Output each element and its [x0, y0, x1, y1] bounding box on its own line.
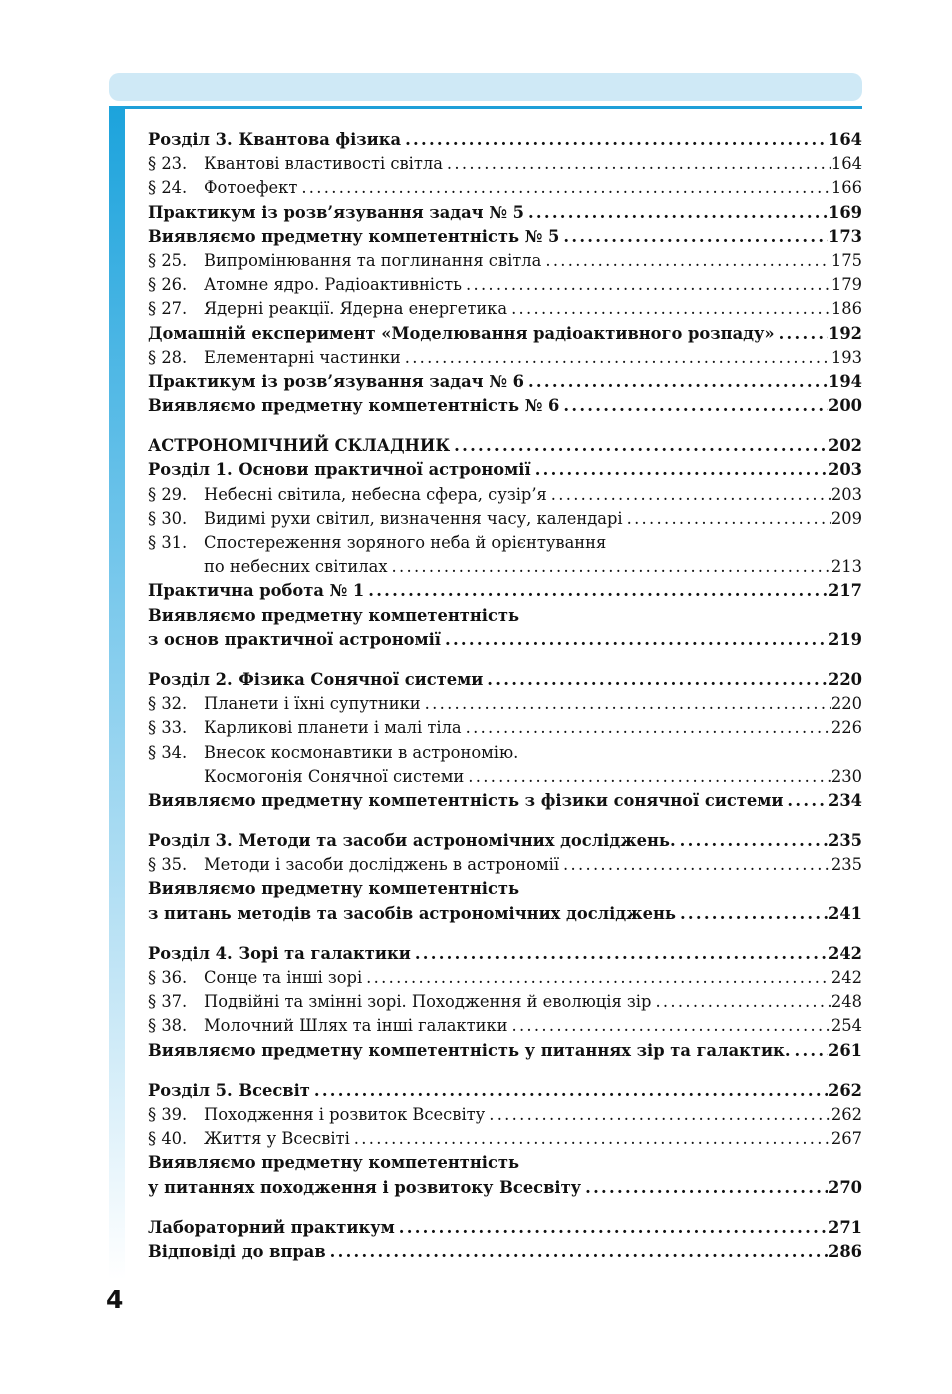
- page-ref: 175: [830, 250, 862, 270]
- toc-entry-line: [148, 877, 862, 901]
- toc-entry[interactable]: [148, 297, 862, 321]
- toc-entry[interactable]: [148, 1079, 862, 1103]
- dot-leader: [563, 394, 828, 418]
- page-ref: 261: [828, 1040, 862, 1060]
- toc-entry[interactable]: [148, 555, 862, 579]
- page-ref: 262: [830, 1104, 862, 1124]
- entry-title: Ядерні реакції. Ядерна енергетика: [204, 299, 508, 319]
- toc-entry[interactable]: [148, 1176, 862, 1200]
- page-ref: 219: [828, 629, 862, 649]
- entry-title: Сонце та інші зорі: [204, 968, 363, 987]
- page-ref: 192: [828, 323, 862, 343]
- toc-entry[interactable]: [148, 765, 862, 789]
- page-ref: 166: [830, 178, 862, 198]
- page-ref: 169: [828, 202, 862, 222]
- entry-title: Розділ 1. Основи практичної астрономії: [148, 460, 531, 480]
- page-ref: 173: [828, 226, 862, 246]
- toc-entry[interactable]: [148, 1039, 862, 1063]
- page-number: 4: [106, 1285, 124, 1314]
- section-number: § 40.: [148, 1129, 188, 1149]
- entry-title: Атомне ядро. Радіоактивність: [204, 275, 462, 295]
- page-ref: 217: [828, 581, 862, 601]
- toc-entry[interactable]: [148, 370, 862, 394]
- dot-leader: [787, 789, 828, 813]
- dot-leader: [779, 322, 828, 346]
- entry-title: Виявляємо предметну компетентність: [148, 605, 520, 625]
- toc-entry[interactable]: [148, 394, 862, 418]
- entry-title: Виявляємо предметну компетентність з фізики сонячної системи: [148, 790, 784, 810]
- toc-entry[interactable]: [148, 322, 862, 346]
- dot-leader: [405, 346, 831, 370]
- toc-entry-line: [148, 741, 862, 765]
- page-ref: 203: [830, 484, 862, 504]
- page-ref: 213: [830, 557, 862, 577]
- toc-entry-line: [148, 604, 862, 628]
- page-ref: 248: [830, 992, 862, 1012]
- entry-title: Подвійні та змінні зорі. Походження й еволюція зір: [204, 992, 652, 1012]
- toc-entry[interactable]: [148, 966, 862, 990]
- page-ref: 234: [828, 790, 862, 810]
- section-number: § 36.: [148, 968, 188, 987]
- toc-entry[interactable]: [148, 579, 862, 603]
- toc-entry[interactable]: [148, 668, 862, 692]
- section-number: § 28.: [148, 347, 188, 367]
- toc-entry[interactable]: [148, 1127, 862, 1151]
- entry-title: Розділ 2. Фізика Сонячної системи: [148, 669, 484, 689]
- toc-entry[interactable]: [148, 829, 862, 853]
- entry-title: Виявляємо предметну компетентність: [148, 879, 520, 899]
- dot-leader: [585, 1176, 828, 1200]
- page-ref: 267: [830, 1129, 862, 1149]
- toc-entry-line: [148, 531, 862, 555]
- section-number: § 29.: [148, 484, 188, 504]
- entry-title: Елементарні частинки: [204, 347, 401, 367]
- toc-entry[interactable]: [148, 692, 862, 716]
- toc-entry[interactable]: [148, 152, 862, 176]
- dot-leader: [301, 176, 831, 200]
- page-ref: 235: [828, 831, 862, 851]
- page-ref: 262: [828, 1080, 862, 1100]
- dot-leader: [415, 942, 828, 966]
- dot-leader: [447, 152, 831, 176]
- entry-title: Виявляємо предметну компетентність у питаннях зір та галактик.: [148, 1040, 791, 1060]
- dot-leader: [680, 829, 828, 853]
- dot-leader: [511, 297, 831, 321]
- entry-title: Виявляємо предметну компетентність: [148, 1153, 520, 1173]
- entry-title: Видимі рухи світил, визначення часу, календарі: [204, 508, 623, 528]
- toc-entry[interactable]: [148, 434, 862, 458]
- entry-title: у питаннях походження і розвитоку Всесвіту: [148, 1177, 582, 1197]
- entry-title: Внесок космонавтики в астрономію.: [204, 742, 519, 762]
- dot-leader: [487, 668, 828, 692]
- table-of-contents: [148, 128, 862, 1264]
- page-ref: 226: [830, 718, 862, 738]
- page-ref: 242: [828, 943, 862, 963]
- page-ref: 241: [828, 903, 862, 923]
- toc-entry[interactable]: [148, 128, 862, 152]
- entry-title: Квантові властивості світла: [204, 154, 443, 174]
- page-ref: 254: [830, 1016, 862, 1036]
- toc-entry[interactable]: [148, 483, 862, 507]
- dot-leader: [330, 1240, 828, 1264]
- page-ref: 203: [828, 460, 862, 480]
- dot-leader: [314, 1079, 828, 1103]
- entry-title: Спостереження зоряного неба й орієнтування: [204, 533, 607, 552]
- toc-entry[interactable]: [148, 902, 862, 926]
- toc-entry[interactable]: [148, 458, 862, 482]
- entry-title: Космогонія Сонячної системи: [204, 766, 465, 786]
- dot-leader: [368, 579, 828, 603]
- section-number: § 38.: [148, 1016, 188, 1036]
- entry-title: Розділ 4. Зорі та галактики: [148, 943, 411, 963]
- section-number: § 23.: [148, 154, 188, 174]
- entry-title: Планети і їхні супутники: [204, 694, 421, 714]
- page-ref: 193: [830, 347, 862, 367]
- dot-leader: [489, 1103, 831, 1127]
- dot-leader: [545, 249, 831, 273]
- dot-leader: [425, 692, 831, 716]
- page-ref: 164: [828, 130, 862, 149]
- dot-leader: [454, 434, 828, 458]
- page-ref: 230: [830, 766, 862, 786]
- toc-entry[interactable]: [148, 789, 862, 813]
- page-ref: 235: [830, 855, 862, 875]
- section-number: § 37.: [148, 992, 188, 1012]
- entry-title: Виявляємо предметну компетентність № 6: [148, 396, 560, 416]
- dot-leader: [445, 628, 828, 652]
- entry-title: Карликові планети і малі тіла: [204, 718, 462, 738]
- entry-title: Розділ 5. Всесвіт: [148, 1080, 310, 1100]
- entry-title: Життя у Всесвіті: [204, 1129, 350, 1149]
- dot-leader: [680, 902, 828, 926]
- dot-leader: [528, 370, 828, 394]
- dot-leader: [405, 128, 828, 152]
- section-number: § 39.: [148, 1104, 188, 1124]
- toc-entry[interactable]: [148, 990, 862, 1014]
- toc-entry[interactable]: [148, 716, 862, 740]
- entry-title: Практикум із розв’язування задач № 6: [148, 371, 524, 391]
- dot-leader: [794, 1039, 828, 1063]
- entry-title: Відповіді до вправ: [148, 1241, 326, 1261]
- section-number: § 30.: [148, 508, 188, 528]
- page-ref: 271: [828, 1217, 862, 1237]
- toc-entry[interactable]: [148, 853, 862, 877]
- entry-title: Походження і розвиток Всесвіту: [204, 1104, 486, 1124]
- dot-leader: [366, 966, 831, 990]
- page-ref: 186: [830, 299, 862, 319]
- dot-leader: [511, 1014, 830, 1038]
- section-number: § 33.: [148, 718, 188, 738]
- section-number: § 25.: [148, 250, 188, 270]
- page-ref: 220: [828, 669, 862, 689]
- dot-leader: [655, 990, 830, 1014]
- dot-leader: [466, 273, 831, 297]
- section-number: § 35.: [148, 855, 188, 875]
- toc-entry[interactable]: [148, 249, 862, 273]
- dot-leader: [627, 507, 831, 531]
- dot-leader: [563, 225, 828, 249]
- entry-title: Фотоефект: [204, 178, 298, 198]
- entry-title: Домашній експеримент «Моделювання радіоактивного розпаду»: [148, 323, 775, 343]
- section-number: § 31.: [148, 533, 188, 552]
- page-ref: 270: [828, 1177, 862, 1197]
- entry-title: Розділ 3. Методи та засоби астрономічних досліджень.: [148, 831, 676, 851]
- dot-leader: [535, 458, 828, 482]
- dot-leader: [466, 716, 831, 740]
- page-ref: 286: [828, 1241, 862, 1261]
- entry-title: Молочний Шлях та інші галактики: [204, 1016, 508, 1036]
- entry-title: Лабораторний практикум: [148, 1217, 395, 1237]
- header-band: [109, 73, 862, 101]
- page-ref: 200: [828, 396, 862, 416]
- page-ref: 194: [828, 371, 862, 391]
- dot-leader: [392, 555, 831, 579]
- section-number: § 32.: [148, 694, 188, 714]
- toc-entry[interactable]: [148, 1103, 862, 1127]
- toc-entry[interactable]: [148, 225, 862, 249]
- toc-entry[interactable]: [148, 201, 862, 225]
- entry-title: АСТРОНОМІЧНИЙ СКЛАДНИК: [148, 436, 451, 456]
- page-ref: 209: [830, 508, 862, 528]
- toc-entry[interactable]: [148, 273, 862, 297]
- toc-entry-line: [148, 1151, 862, 1175]
- section-number: § 34.: [148, 742, 188, 762]
- dot-leader: [563, 853, 831, 877]
- toc-entry[interactable]: [148, 507, 862, 531]
- toc-entry[interactable]: [148, 1216, 862, 1240]
- entry-title: Випромінювання та поглинання світла: [204, 250, 542, 270]
- toc-entry[interactable]: [148, 1240, 862, 1264]
- page-ref: 202: [828, 436, 862, 456]
- page-ref: 164: [830, 154, 862, 174]
- entry-title: Методи і засоби досліджень в астрономії: [204, 855, 560, 875]
- entry-title: Практична робота № 1: [148, 581, 365, 601]
- entry-title: з основ практичної астрономії: [148, 629, 441, 649]
- section-number: § 26.: [148, 275, 188, 295]
- page-ref: 179: [830, 275, 862, 295]
- dot-leader: [528, 201, 828, 225]
- toc-entry[interactable]: [148, 346, 862, 370]
- section-number: § 24.: [148, 178, 188, 198]
- entry-title: Небесні світила, небесна сфера, сузір’я: [204, 484, 547, 504]
- section-number: § 27.: [148, 299, 188, 319]
- entry-title: Розділ 3. Квантова фізика: [148, 130, 402, 149]
- entry-title: Практикум із розв’язування задач № 5: [148, 202, 524, 222]
- dot-leader: [551, 483, 831, 507]
- page-ref: 220: [830, 694, 862, 714]
- toc-entry[interactable]: [148, 176, 862, 200]
- toc-entry[interactable]: [148, 942, 862, 966]
- entry-title: Виявляємо предметну компетентність № 5: [148, 226, 560, 246]
- entry-title: з питань методів та засобів астрономічних досліджень: [148, 903, 676, 923]
- toc-entry[interactable]: [148, 1014, 862, 1038]
- dot-leader: [354, 1127, 831, 1151]
- dot-leader: [399, 1216, 828, 1240]
- dot-leader: [468, 765, 831, 789]
- entry-title: по небесних світилах: [204, 557, 388, 577]
- toc-entry[interactable]: [148, 628, 862, 652]
- side-accent-bar: [109, 106, 125, 1280]
- header-rule: [109, 106, 862, 109]
- page-ref: 242: [830, 968, 862, 987]
